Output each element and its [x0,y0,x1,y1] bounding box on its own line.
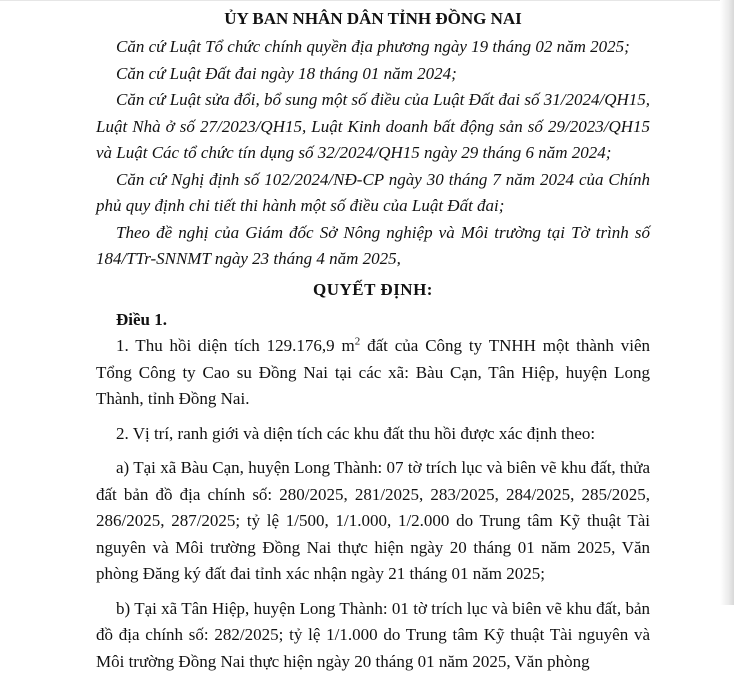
document-page [96,0,650,675]
article-1-clause-2: 2. Vị trí, ranh giới và diện tích các khu đất thu hồi được xác định theo: [96,421,650,448]
legal-basis-1: Căn cứ Luật Tổ chức chính quyền địa phương ngày 19 tháng 02 năm 2025; [96,34,650,61]
page-right-shadow [720,0,734,605]
article-1-item-a: a) Tại xã Bàu Cạn, huyện Long Thành: 07 tờ trích lục và biên vẽ khu đất, thửa đất bản đồ địa chính số: 280/2025, 281/2025, 283/2025, 284/2025, 285/2025, 286/2025, 287/2025; tỷ lệ 1/500, 1/1.000, 1/2.000 do Trung tâm Kỹ thuật Tài nguyên và Môi trường Đồng Nai thực hiện ngày 20 tháng 01 năm 2025, Văn phòng Đăng ký đất đai tỉnh xác nhận ngày 21 tháng 01 năm 2025; [96,455,650,588]
area-unit-superscript: 2 [355,335,361,347]
decision-title: QUYẾT ĐỊNH: [96,275,650,305]
article-1-heading: Điều 1. [96,307,650,334]
clause-1-text-start: 1. Thu hồi diện tích 129.176,9 m [116,336,355,355]
legal-basis-2: Căn cứ Luật Đất đai ngày 18 tháng 01 năm 2024; [96,61,650,88]
legal-basis-3: Căn cứ Luật sửa đổi, bổ sung một số điều của Luật Đất đai số 31/2024/QH15, Luật Nhà ở số 27/2023/QH15, Luật Kinh doanh bất động sản số 29/2023/QH15 và Luật Các tổ chức tín dụng số 32/2024/QH15 ngày 29 tháng 6 năm 2024; [96,87,650,167]
clause-1-text-end: đất của Công ty TNHH một thành viên Tổng Công ty Cao su Đồng Nai tại các xã: Bàu Cạn, Tân Hiệp, huyện Long Thành, tỉnh Đồng Nai. [96,336,650,408]
issuing-authority-heading: ỦY BAN NHÂN DÂN TỈNH ĐỒNG NAI [96,6,650,34]
legal-basis-5: Theo đề nghị của Giám đốc Sở Nông nghiệp và Môi trường tại Tờ trình số 184/TTr-SNNMT ngày 23 tháng 4 năm 2025, [96,220,650,273]
legal-basis-4: Căn cứ Nghị định số 102/2024/NĐ-CP ngày 30 tháng 7 năm 2024 của Chính phủ quy định chi tiết thi hành một số điều của Luật Đất đai; [96,167,650,220]
article-1-item-b: b) Tại xã Tân Hiệp, huyện Long Thành: 01 tờ trích lục và biên vẽ khu đất, bản đồ địa chính số: 282/2025; tỷ lệ 1/1.000 do Trung tâm Kỹ thuật Tài nguyên và Môi trường Đồng Nai thực hiện ngày 20 tháng 01 năm 2025, Văn phòng [96,596,650,675]
article-1-clause-1 [96,333,650,413]
